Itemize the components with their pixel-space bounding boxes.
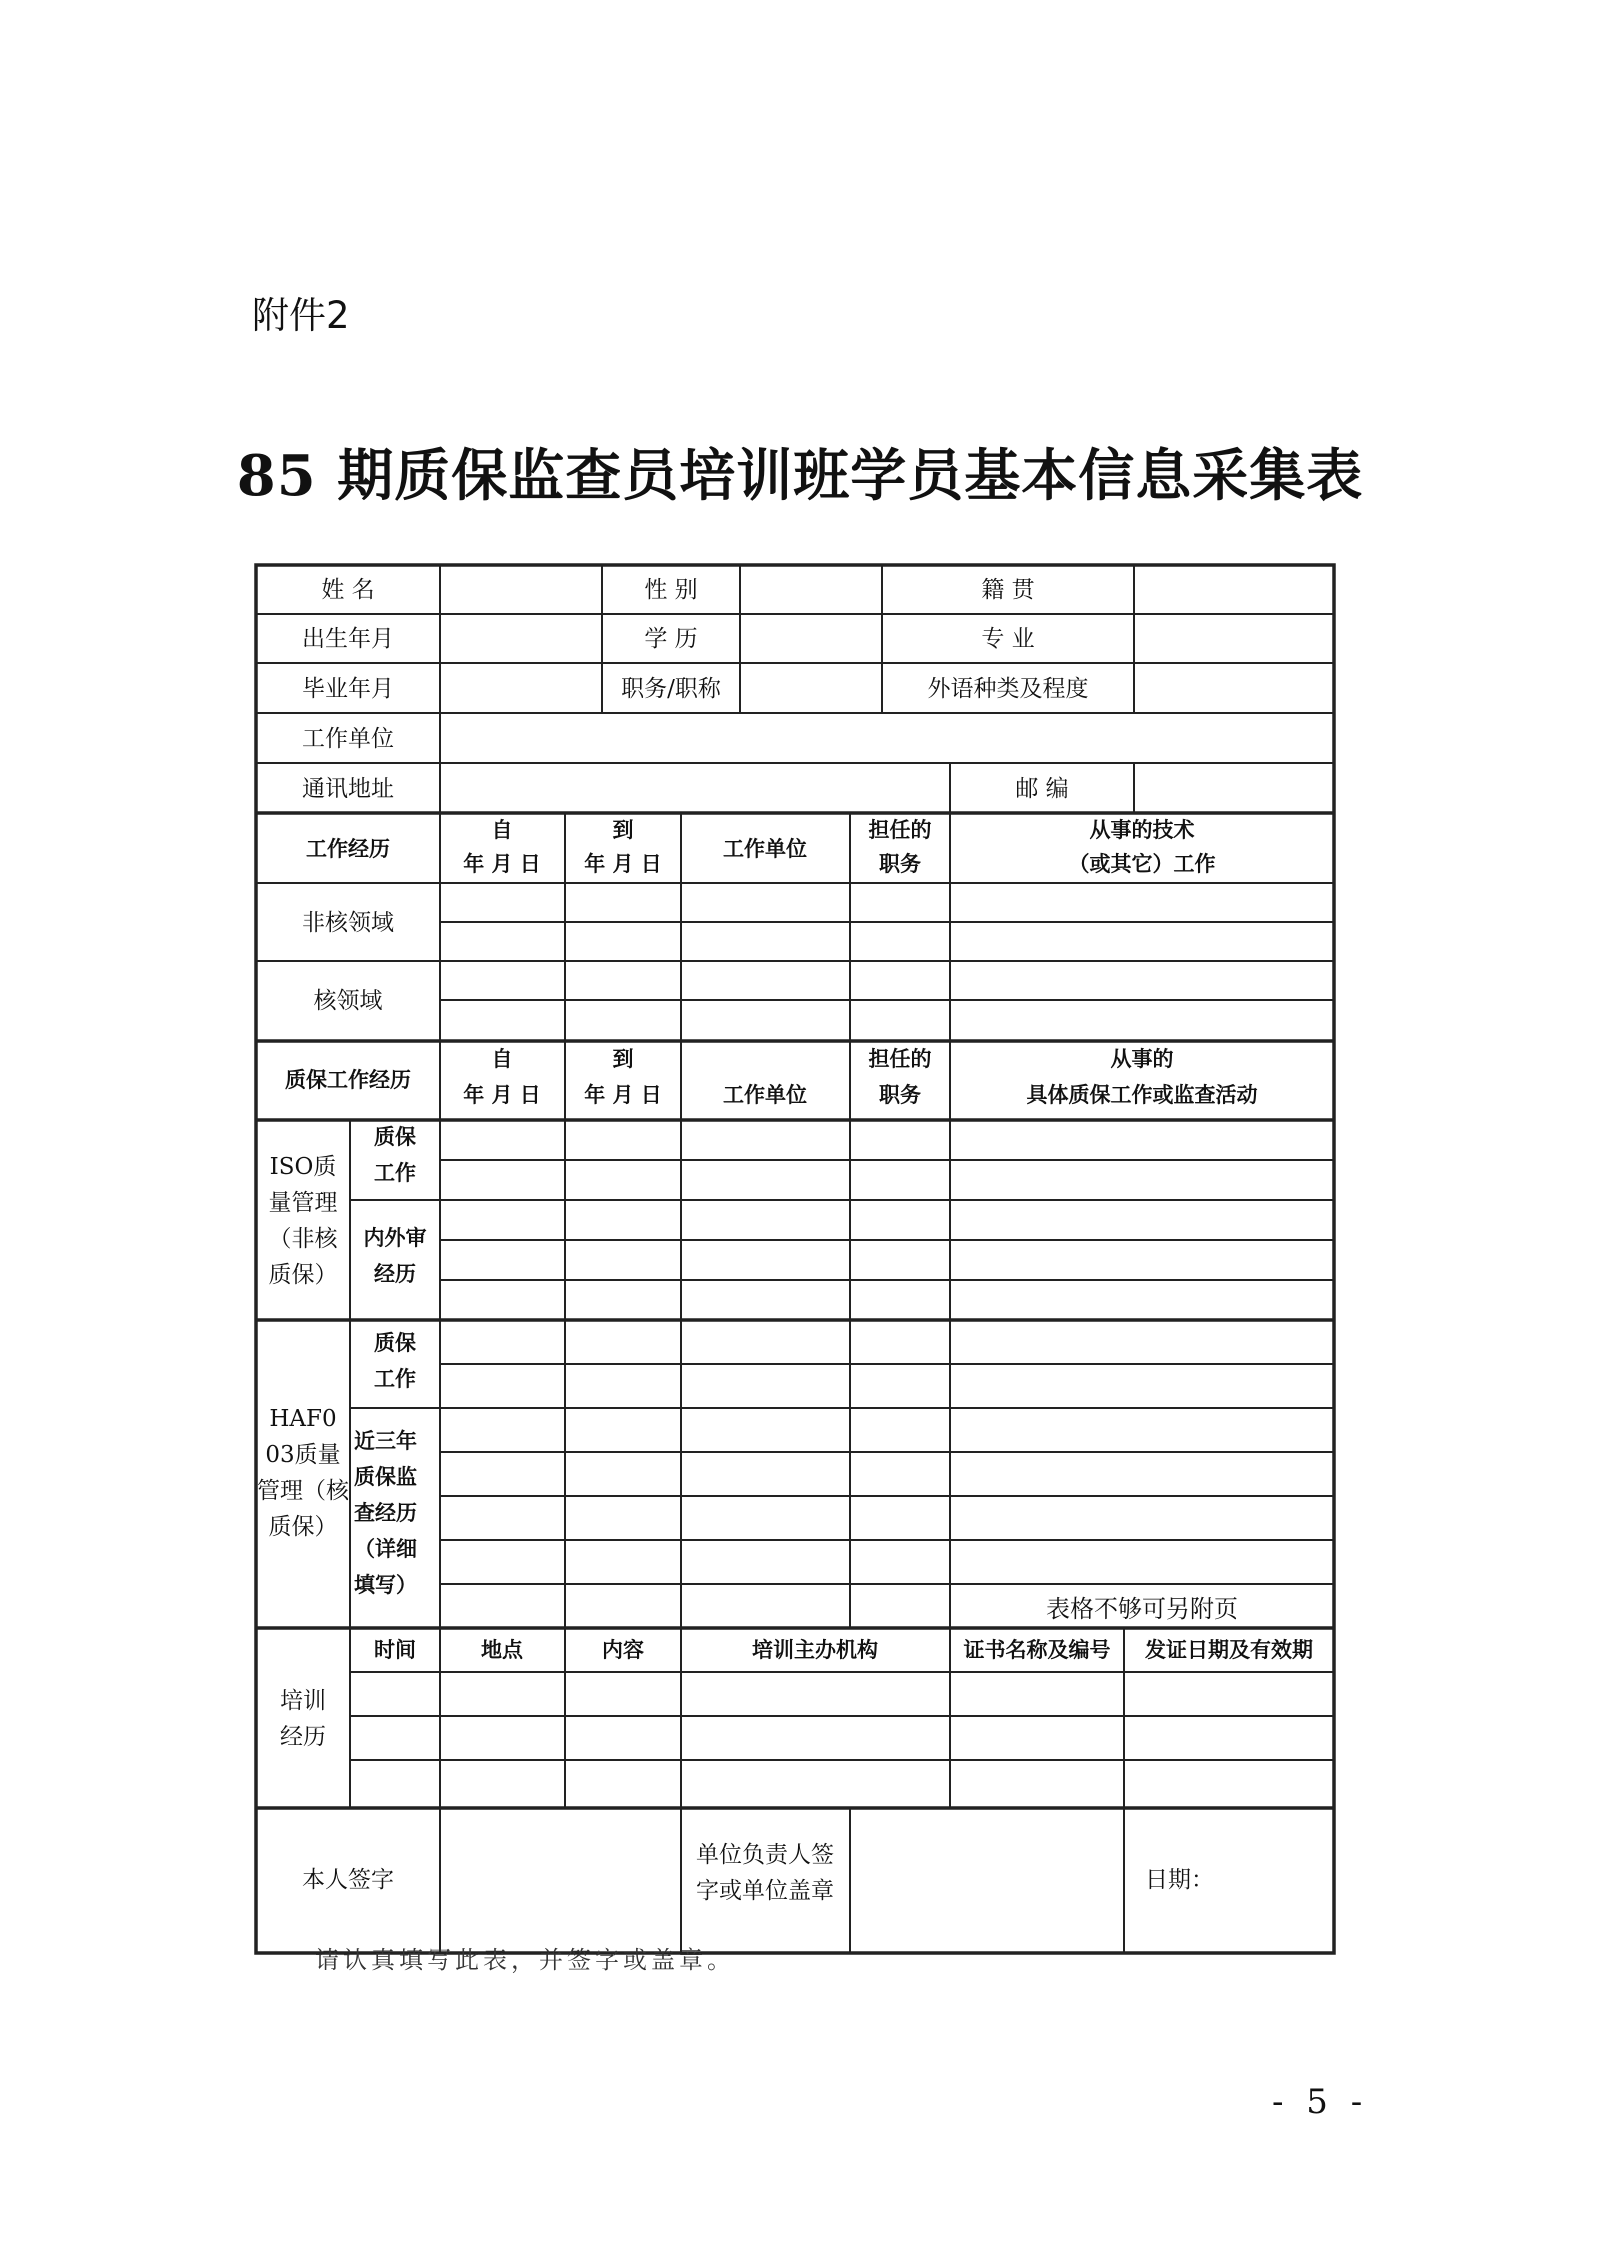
- date-label: 日期：: [1145, 1867, 1214, 1893]
- birth-label: 出生年月: [302, 626, 394, 652]
- table-grid: [256, 565, 1334, 1953]
- work-tech-header-2: （或其它）工作: [1068, 851, 1216, 876]
- iso-label-4: 质保）: [268, 1262, 338, 1288]
- training-label-2: 经历: [280, 1724, 326, 1750]
- unit-signature-label-1: 单位负责人签: [696, 1842, 834, 1868]
- haf-qa-work-1: 质保: [374, 1330, 416, 1355]
- haf-label-1: HAF0: [269, 1406, 337, 1432]
- haf-label-4: 质保）: [268, 1514, 338, 1540]
- native-place-label: 籍 贯: [981, 577, 1035, 603]
- work-position-header-2: 职务: [879, 851, 921, 876]
- unit-signature-label-2: 字或单位盖章: [696, 1878, 834, 1904]
- education-label: 学 历: [644, 626, 698, 652]
- training-certificate-header: 证书名称及编号: [963, 1637, 1111, 1662]
- iso-label-1: ISO质: [269, 1154, 337, 1180]
- recent-audit-4: （详细: [354, 1536, 417, 1561]
- employer-label: 工作单位: [302, 726, 394, 752]
- postcode-label: 邮 编: [1015, 776, 1069, 802]
- haf-qa-work-2: 工作: [374, 1366, 416, 1391]
- iso-qa-work-2: 工作: [374, 1160, 416, 1185]
- footnote: 请认真填写此表，并签字或盖章。: [315, 1946, 735, 1974]
- iso-audit-2: 经历: [374, 1261, 416, 1286]
- page-number: - 5 -: [1272, 2082, 1369, 2122]
- work-from-date: 年 月 日: [463, 851, 541, 876]
- work-to-label: 到: [612, 817, 634, 842]
- iso-qa-work-1: 质保: [374, 1124, 416, 1149]
- language-label: 外语种类及程度: [927, 676, 1089, 702]
- gender-label: 性 别: [644, 577, 698, 603]
- training-place-header: 地点: [481, 1637, 523, 1662]
- table-border: [256, 565, 1334, 1953]
- name-label: 姓 名: [321, 577, 375, 603]
- form-title: 85 期质保监查员培训班学员基本信息采集表: [236, 443, 1364, 509]
- recent-audit-3: 查经历: [354, 1500, 417, 1525]
- position-title-label: 职务/职称: [621, 676, 721, 702]
- qa-position-header-2: 职务: [879, 1082, 921, 1107]
- haf-label-2: 03质量: [265, 1442, 341, 1468]
- non-nuclear-label: 非核领域: [302, 910, 394, 936]
- work-from-label: 自: [491, 817, 513, 842]
- self-signature-label: 本人签字: [302, 1867, 394, 1893]
- qa-to-label: 到: [612, 1046, 634, 1071]
- qa-history-label: 质保工作经历: [285, 1067, 411, 1092]
- recent-audit-2: 质保监: [354, 1464, 417, 1489]
- qa-employer-header: 工作单位: [723, 1082, 807, 1107]
- major-label: 专 业: [981, 626, 1035, 652]
- training-time-header: 时间: [374, 1637, 416, 1662]
- graduation-label: 毕业年月: [302, 676, 394, 702]
- recent-audit-5: 填写）: [354, 1572, 417, 1597]
- qa-from-date: 年 月 日: [463, 1082, 541, 1107]
- work-employer-header: 工作单位: [723, 836, 807, 861]
- training-issue-date-header: 发证日期及有效期: [1145, 1637, 1313, 1662]
- work-to-date: 年 月 日: [584, 851, 662, 876]
- training-label-1: 培训: [280, 1688, 326, 1714]
- recent-audit-1: 近三年: [354, 1428, 417, 1453]
- iso-audit-1: 内外审: [363, 1225, 427, 1250]
- training-content-header: 内容: [602, 1637, 644, 1662]
- iso-label-3: （非核: [268, 1226, 338, 1252]
- iso-label-2: 量管理: [268, 1190, 338, 1216]
- qa-to-date: 年 月 日: [584, 1082, 662, 1107]
- extra-pages-note: 表格不够可另附页: [1046, 1595, 1238, 1623]
- work-position-header: 担任的: [868, 817, 932, 842]
- haf-label-3: 管理（核: [257, 1478, 349, 1504]
- qa-activity-header-2: 具体质保工作或监查活动: [1026, 1082, 1258, 1107]
- training-organizer-header: 培训主办机构: [752, 1637, 878, 1662]
- qa-activity-header: 从事的: [1110, 1046, 1174, 1071]
- work-history-label: 工作经历: [306, 836, 390, 861]
- work-tech-header: 从事的技术: [1089, 817, 1195, 842]
- qa-from-label: 自: [491, 1046, 513, 1071]
- attachment-label: 附件2: [252, 294, 350, 337]
- address-label: 通讯地址: [302, 776, 394, 802]
- nuclear-label: 核领域: [313, 988, 383, 1014]
- qa-position-header: 担任的: [868, 1046, 932, 1071]
